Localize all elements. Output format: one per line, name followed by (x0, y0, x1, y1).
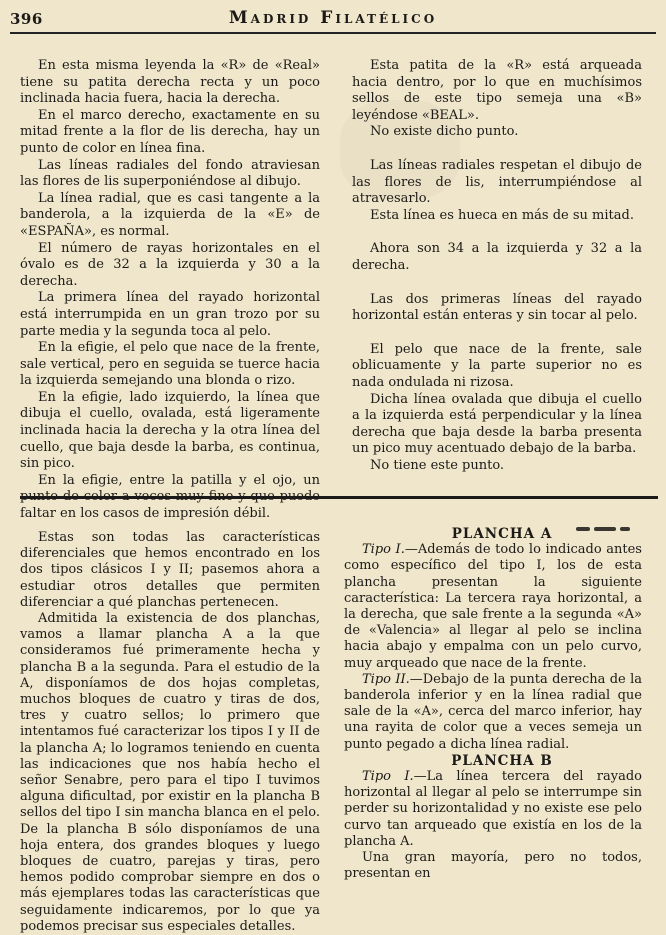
paragraph: Las líneas radiales respetan el dibujo de las flores de lis, interrumpiéndose al atravesarlo. (352, 157, 642, 207)
paragraph: El pelo que nace de la frente, sale oblicuamente y la parte superior no es nada ondulada ni rizosa. (352, 341, 642, 390)
paragraph-text: —Debajo de la punta derecha de la banderola inferior y en la línea radial que sale de la «A», cerca del marco inferior, hay una rayita de color que a veces semeja un punto pegado a dicha línea radial. (344, 671, 642, 752)
section-divider (20, 496, 658, 499)
page-number: 396 (10, 10, 43, 28)
page-header (10, 4, 656, 30)
paragraph: Admitida la existencia de dos planchas, vamos a llamar plancha A a la que consideramos fué primeramente hecha y plancha B a la segunda. Para el estudio de la A, disponíamos de dos hojas completas, muchos bloques de cuatro y tiras de dos, tres y cuatro sellos; lo primero que intentamos fué caracterizar los tipos I y II de la plancha A; lo logramos teniendo en cuenta las indicaciones que nos había hecho el señor Senabre, pero para el tipo I tuvimos alguna dificultad, por existir en la plancha B sellos del tipo I sin mancha blanca en el pelo. De la plancha B sólo disponíamos de una hoja entera, dos grandes bloques y luego bloques de cuatro, parejas y tiras, pero hemos podido comprobar siempre en dos o más ejemplares todas las características que seguidamente indicaremos, por lo que ya podemos precisar sus especiales detalles. (20, 611, 320, 934)
type-label: Tipo II. (362, 671, 410, 687)
header-rule (10, 32, 656, 34)
body-right-column (344, 526, 642, 882)
paragraph-text: —La línea tercera del rayado horizontal al llegar al pelo se interrumpe sin perder su horizontalidad y no existe ese pelo curvo tan arqueado que existía en los de la plancha A. (344, 769, 642, 849)
running-title: Madrid Filatélico (228, 8, 438, 28)
paragraph (344, 769, 642, 850)
paragraph (344, 542, 642, 672)
paragraph: Las dos primeras líneas del rayado horizontal están enteras y sin tocar al pelo. (352, 291, 642, 324)
paragraph-text: —Además de todo lo indicado antes como específico del tipo I, los de esta plancha presentan la siguiente característica: La tercera raya horizontal, a la derecha, que sale frente a la segunda «A» de «Valencia» al llegar al pelo se inclina hacia abajo y empalma con un pelo curvo, muy arqueado que nace de la frente. (344, 542, 642, 671)
paragraph-text: Una gran mayoría, pero no todos, presentan en (344, 850, 642, 882)
paragraph: Esta línea es hueca en más de su mitad. (370, 207, 634, 223)
paragraph: En el marco derecho, exactamente en su mitad frente a la flor de lis derecha, hay un punto de color en línea fina. (20, 107, 320, 156)
paragraph: No tiene este punto. (370, 457, 505, 473)
body-left-column (20, 530, 320, 935)
paragraph: La primera línea del rayado horizontal está interrumpida en un gran trozo por su parte media y la segunda toca al pelo. (20, 290, 320, 339)
paragraph (344, 672, 642, 753)
paragraph: No existe dicho punto. (370, 124, 519, 140)
paragraph: Estas son todas las características diferenciales que hemos encontrado en los dos tipos clásicos I y II; pasemos ahora a estudiar otros detalles que permiten diferenciar a qué planchas pertenecen. (20, 530, 320, 610)
ornament-mark (576, 516, 636, 526)
paragraph: Las líneas radiales del fondo atraviesan las flores de lis superponiéndose al dibujo. (20, 157, 320, 190)
paragraph: En la efigie, entre la patilla y el ojo, un punto de color a veces muy fino y que puede faltar en los casos de impresión débil. (20, 472, 320, 522)
paragraph: Esta patita de la «R» está arqueada hacia dentro, por lo que en muchísimos sellos de este tipo semeja una «B» leyéndose «BEAL». (352, 58, 642, 123)
paragraph: Dicha línea ovalada que dibuja el cuello a la izquierda está perpendicular y la línea derecha que baja desde la barba presenta un pico muy acentuado debajo de la barba. (352, 391, 642, 457)
paragraph: En la efigie, el pelo que nace de la frente, sale vertical, pero en seguida se tuerce hacia la izquierda semejando una blonda o rizo. (20, 340, 320, 389)
paragraph (344, 850, 642, 882)
paragraph: La línea radial, que es casi tangente a la banderola, a la izquierda de la «E» de «ESPAÑA», es normal. (20, 190, 320, 239)
plancha-b-heading: PLANCHA B (451, 752, 553, 769)
paragraph: En esta misma leyenda la «R» de «Real» tiene su patita derecha recta y un poco inclinada hacia fuera, hacia la derecha. (20, 58, 320, 107)
paragraph: Ahora son 34 a la izquierda y 32 a la derecha. (352, 241, 642, 273)
type-label: Tipo I. (362, 542, 405, 558)
plancha-a-heading: PLANCHA A (451, 526, 553, 542)
comparison-right-column (352, 58, 642, 474)
paragraph: En la efigie, lado izquierdo, la línea que dibuja el cuello, ovalada, está ligeramente inclinada hacia la derecha y la otra línea del cuello, que baja desde la barba, es continua, sin pico. (20, 389, 320, 472)
type-label: Tipo I. (362, 769, 414, 785)
paragraph: El número de rayas horizontales en el óvalo es de 32 a la izquierda y 30 a la derecha. (20, 240, 320, 289)
comparison-left-column (20, 58, 320, 523)
